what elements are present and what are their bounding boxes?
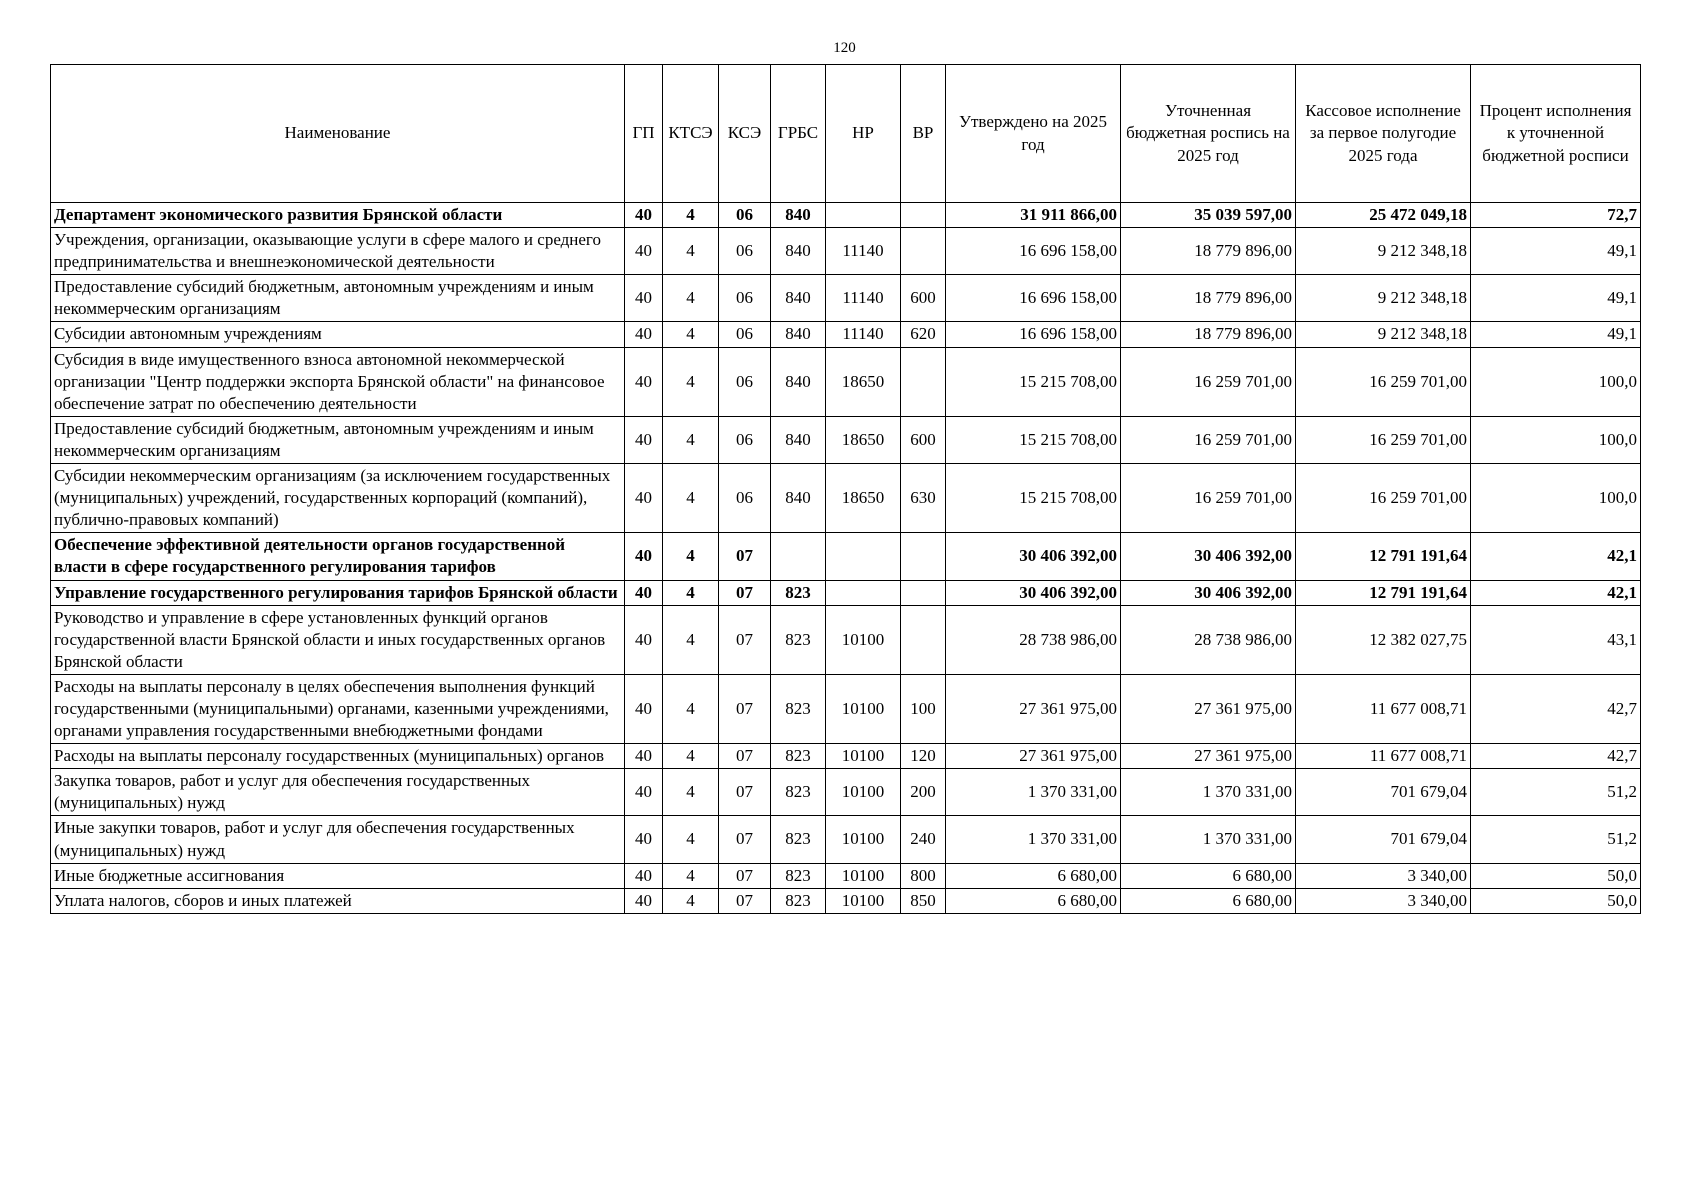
- cell-name: Субсидия в виде имущественного взноса автономной некоммерческой организации "Центр поддержки экспорта Брянской области" на финансовое обеспечение затрат по обеспечению деятельности: [51, 347, 625, 416]
- cell-nr: 10100: [826, 888, 901, 913]
- cell-ktse: 4: [663, 674, 719, 743]
- cell-gp: 40: [625, 228, 663, 275]
- table-row: [51, 228, 1641, 275]
- cell-grbs: 823: [771, 605, 826, 674]
- cell-executed: 16 259 701,00: [1296, 416, 1471, 463]
- cell-vr: [901, 580, 946, 605]
- cell-refined: 16 259 701,00: [1121, 464, 1296, 533]
- cell-refined: 18 779 896,00: [1121, 228, 1296, 275]
- cell-vr: 800: [901, 863, 946, 888]
- cell-grbs: 823: [771, 769, 826, 816]
- cell-kse: 06: [719, 275, 771, 322]
- cell-gp: 40: [625, 580, 663, 605]
- cell-grbs: 823: [771, 863, 826, 888]
- cell-kse: 07: [719, 888, 771, 913]
- cell-kse: 06: [719, 203, 771, 228]
- cell-gp: 40: [625, 744, 663, 769]
- cell-vr: 850: [901, 888, 946, 913]
- cell-executed: 12 791 191,64: [1296, 533, 1471, 580]
- cell-nr: 18650: [826, 347, 901, 416]
- cell-nr: 10100: [826, 863, 901, 888]
- cell-ktse: 4: [663, 464, 719, 533]
- cell-gp: 40: [625, 674, 663, 743]
- col-header-gp: ГП: [625, 65, 663, 203]
- cell-name: Субсидии автономным учреждениям: [51, 322, 625, 347]
- cell-executed: 16 259 701,00: [1296, 347, 1471, 416]
- cell-approved: 1 370 331,00: [946, 816, 1121, 863]
- cell-grbs: 823: [771, 888, 826, 913]
- cell-kse: 06: [719, 228, 771, 275]
- cell-grbs: 823: [771, 674, 826, 743]
- cell-approved: 15 215 708,00: [946, 347, 1121, 416]
- cell-grbs: 840: [771, 416, 826, 463]
- col-header-percent: Процент исполнения к уточненной бюджетной росписи: [1471, 65, 1641, 203]
- cell-vr: 120: [901, 744, 946, 769]
- cell-ktse: 4: [663, 228, 719, 275]
- cell-kse: 07: [719, 816, 771, 863]
- cell-gp: 40: [625, 533, 663, 580]
- cell-vr: 620: [901, 322, 946, 347]
- cell-executed: 701 679,04: [1296, 769, 1471, 816]
- cell-ktse: 4: [663, 533, 719, 580]
- cell-ktse: 4: [663, 322, 719, 347]
- cell-kse: 07: [719, 769, 771, 816]
- cell-grbs: 840: [771, 347, 826, 416]
- cell-approved: 16 696 158,00: [946, 228, 1121, 275]
- cell-approved: 6 680,00: [946, 888, 1121, 913]
- cell-gp: 40: [625, 203, 663, 228]
- cell-executed: 9 212 348,18: [1296, 275, 1471, 322]
- table-row: [51, 322, 1641, 347]
- cell-percent: 100,0: [1471, 416, 1641, 463]
- cell-refined: 27 361 975,00: [1121, 674, 1296, 743]
- cell-executed: 12 382 027,75: [1296, 605, 1471, 674]
- cell-name: Закупка товаров, работ и услуг для обеспечения государственных (муниципальных) нужд: [51, 769, 625, 816]
- cell-refined: 30 406 392,00: [1121, 580, 1296, 605]
- cell-name: Субсидии некоммерческим организациям (за исключением государственных (муниципальных) учреждений, государственных корпораций (компаний), публично-правовых компаний): [51, 464, 625, 533]
- cell-vr: [901, 605, 946, 674]
- cell-executed: 9 212 348,18: [1296, 322, 1471, 347]
- cell-percent: 42,1: [1471, 533, 1641, 580]
- cell-name: Обеспечение эффективной деятельности органов государственной власти в сфере государственного регулирования тарифов: [51, 533, 625, 580]
- cell-vr: 240: [901, 816, 946, 863]
- cell-vr: [901, 203, 946, 228]
- col-header-executed: Кассовое исполнение за первое полугодие 2025 года: [1296, 65, 1471, 203]
- cell-vr: [901, 347, 946, 416]
- cell-name: Руководство и управление в сфере установленных функций органов государственной власти Брянской области и иных государственных органов Брянской области: [51, 605, 625, 674]
- table-row: [51, 816, 1641, 863]
- cell-kse: 07: [719, 605, 771, 674]
- table-row: [51, 347, 1641, 416]
- cell-executed: 701 679,04: [1296, 816, 1471, 863]
- cell-percent: 50,0: [1471, 888, 1641, 913]
- cell-gp: 40: [625, 322, 663, 347]
- cell-kse: 06: [719, 416, 771, 463]
- cell-gp: 40: [625, 347, 663, 416]
- cell-name: Расходы на выплаты персоналу в целях обеспечения выполнения функций государственными (муниципальными) органами, казенными учреждениями, органами управления государственными внебюджетными фондами: [51, 674, 625, 743]
- cell-executed: 25 472 049,18: [1296, 203, 1471, 228]
- cell-kse: 07: [719, 533, 771, 580]
- cell-approved: 6 680,00: [946, 863, 1121, 888]
- cell-percent: 42,1: [1471, 580, 1641, 605]
- cell-grbs: 823: [771, 580, 826, 605]
- cell-refined: 1 370 331,00: [1121, 769, 1296, 816]
- cell-name: Иные бюджетные ассигнования: [51, 863, 625, 888]
- cell-ktse: 4: [663, 863, 719, 888]
- cell-nr: [826, 580, 901, 605]
- cell-percent: 42,7: [1471, 674, 1641, 743]
- cell-executed: 16 259 701,00: [1296, 464, 1471, 533]
- cell-percent: 49,1: [1471, 322, 1641, 347]
- cell-percent: 100,0: [1471, 347, 1641, 416]
- col-header-vr: ВР: [901, 65, 946, 203]
- cell-gp: 40: [625, 863, 663, 888]
- cell-nr: [826, 203, 901, 228]
- cell-grbs: 840: [771, 228, 826, 275]
- cell-grbs: 823: [771, 816, 826, 863]
- col-header-ktse: КТСЭ: [663, 65, 719, 203]
- cell-refined: 6 680,00: [1121, 863, 1296, 888]
- cell-approved: 28 738 986,00: [946, 605, 1121, 674]
- cell-percent: 49,1: [1471, 275, 1641, 322]
- table-row: [51, 674, 1641, 743]
- cell-ktse: 4: [663, 416, 719, 463]
- cell-approved: 15 215 708,00: [946, 464, 1121, 533]
- table-row: [51, 580, 1641, 605]
- col-header-name: Наименование: [51, 65, 625, 203]
- cell-executed: 11 677 008,71: [1296, 744, 1471, 769]
- table-row: [51, 416, 1641, 463]
- cell-approved: 27 361 975,00: [946, 744, 1121, 769]
- cell-kse: 06: [719, 347, 771, 416]
- col-header-nr: НР: [826, 65, 901, 203]
- cell-gp: 40: [625, 416, 663, 463]
- cell-ktse: 4: [663, 816, 719, 863]
- cell-ktse: 4: [663, 888, 719, 913]
- cell-percent: 51,2: [1471, 816, 1641, 863]
- cell-name: Учреждения, организации, оказывающие услуги в сфере малого и среднего предпринимательства и внешнеэкономической деятельности: [51, 228, 625, 275]
- cell-name: Уплата налогов, сборов и иных платежей: [51, 888, 625, 913]
- cell-refined: 28 738 986,00: [1121, 605, 1296, 674]
- cell-name: Иные закупки товаров, работ и услуг для обеспечения государственных (муниципальных) нужд: [51, 816, 625, 863]
- cell-ktse: 4: [663, 580, 719, 605]
- cell-gp: 40: [625, 888, 663, 913]
- cell-kse: 06: [719, 464, 771, 533]
- cell-ktse: 4: [663, 203, 719, 228]
- table-row: [51, 769, 1641, 816]
- cell-name: Предоставление субсидий бюджетным, автономным учреждениям и иным некоммерческим организациям: [51, 275, 625, 322]
- page-number: 120: [833, 40, 856, 56]
- cell-refined: 18 779 896,00: [1121, 275, 1296, 322]
- cell-approved: 1 370 331,00: [946, 769, 1121, 816]
- cell-grbs: 840: [771, 464, 826, 533]
- cell-approved: 27 361 975,00: [946, 674, 1121, 743]
- table-row: [51, 605, 1641, 674]
- cell-refined: 30 406 392,00: [1121, 533, 1296, 580]
- table-row: [51, 203, 1641, 228]
- cell-percent: 42,7: [1471, 744, 1641, 769]
- cell-name: Предоставление субсидий бюджетным, автономным учреждениям и иным некоммерческим организациям: [51, 416, 625, 463]
- cell-vr: 100: [901, 674, 946, 743]
- budget-table: [50, 64, 1641, 914]
- cell-approved: 16 696 158,00: [946, 275, 1121, 322]
- cell-nr: 18650: [826, 416, 901, 463]
- cell-percent: 50,0: [1471, 863, 1641, 888]
- cell-kse: 07: [719, 674, 771, 743]
- cell-nr: 10100: [826, 674, 901, 743]
- cell-percent: 49,1: [1471, 228, 1641, 275]
- cell-kse: 07: [719, 744, 771, 769]
- cell-nr: 10100: [826, 605, 901, 674]
- cell-approved: 30 406 392,00: [946, 533, 1121, 580]
- cell-name: Расходы на выплаты персоналу государственных (муниципальных) органов: [51, 744, 625, 769]
- cell-approved: 31 911 866,00: [946, 203, 1121, 228]
- col-header-refined: Уточненная бюджетная роспись на 2025 год: [1121, 65, 1296, 203]
- cell-percent: 100,0: [1471, 464, 1641, 533]
- cell-approved: 15 215 708,00: [946, 416, 1121, 463]
- cell-gp: 40: [625, 816, 663, 863]
- table-row: [51, 533, 1641, 580]
- cell-refined: 18 779 896,00: [1121, 322, 1296, 347]
- cell-gp: 40: [625, 275, 663, 322]
- table-row: [51, 275, 1641, 322]
- cell-refined: 35 039 597,00: [1121, 203, 1296, 228]
- header-row: [51, 65, 1641, 203]
- table-row: [51, 888, 1641, 913]
- cell-vr: 600: [901, 416, 946, 463]
- cell-ktse: 4: [663, 605, 719, 674]
- cell-executed: 9 212 348,18: [1296, 228, 1471, 275]
- cell-grbs: [771, 533, 826, 580]
- cell-executed: 3 340,00: [1296, 863, 1471, 888]
- cell-nr: 11140: [826, 228, 901, 275]
- cell-grbs: 840: [771, 322, 826, 347]
- cell-vr: [901, 533, 946, 580]
- cell-refined: 27 361 975,00: [1121, 744, 1296, 769]
- cell-name: Департамент экономического развития Брянской области: [51, 203, 625, 228]
- cell-gp: 40: [625, 464, 663, 533]
- cell-grbs: 823: [771, 744, 826, 769]
- cell-name: Управление государственного регулирования тарифов Брянской области: [51, 580, 625, 605]
- cell-percent: 72,7: [1471, 203, 1641, 228]
- cell-nr: 11140: [826, 275, 901, 322]
- table-row: [51, 863, 1641, 888]
- cell-gp: 40: [625, 605, 663, 674]
- cell-vr: 600: [901, 275, 946, 322]
- cell-percent: 43,1: [1471, 605, 1641, 674]
- cell-refined: 1 370 331,00: [1121, 816, 1296, 863]
- cell-ktse: 4: [663, 347, 719, 416]
- cell-vr: 200: [901, 769, 946, 816]
- cell-gp: 40: [625, 769, 663, 816]
- cell-grbs: 840: [771, 203, 826, 228]
- cell-nr: 11140: [826, 322, 901, 347]
- col-header-kse: КСЭ: [719, 65, 771, 203]
- cell-kse: 07: [719, 863, 771, 888]
- cell-executed: 11 677 008,71: [1296, 674, 1471, 743]
- cell-nr: 10100: [826, 744, 901, 769]
- cell-approved: 30 406 392,00: [946, 580, 1121, 605]
- col-header-approved: Утверждено на 2025 год: [946, 65, 1121, 203]
- cell-ktse: 4: [663, 275, 719, 322]
- cell-refined: 6 680,00: [1121, 888, 1296, 913]
- cell-refined: 16 259 701,00: [1121, 347, 1296, 416]
- table-row: [51, 464, 1641, 533]
- cell-percent: 51,2: [1471, 769, 1641, 816]
- cell-vr: [901, 228, 946, 275]
- table-row: [51, 744, 1641, 769]
- cell-kse: 06: [719, 322, 771, 347]
- cell-grbs: 840: [771, 275, 826, 322]
- cell-executed: 3 340,00: [1296, 888, 1471, 913]
- cell-nr: 10100: [826, 769, 901, 816]
- cell-approved: 16 696 158,00: [946, 322, 1121, 347]
- cell-nr: 10100: [826, 816, 901, 863]
- cell-kse: 07: [719, 580, 771, 605]
- cell-ktse: 4: [663, 744, 719, 769]
- cell-refined: 16 259 701,00: [1121, 416, 1296, 463]
- col-header-grbs: ГРБС: [771, 65, 826, 203]
- cell-vr: 630: [901, 464, 946, 533]
- cell-ktse: 4: [663, 769, 719, 816]
- cell-nr: [826, 533, 901, 580]
- cell-nr: 18650: [826, 464, 901, 533]
- cell-executed: 12 791 191,64: [1296, 580, 1471, 605]
